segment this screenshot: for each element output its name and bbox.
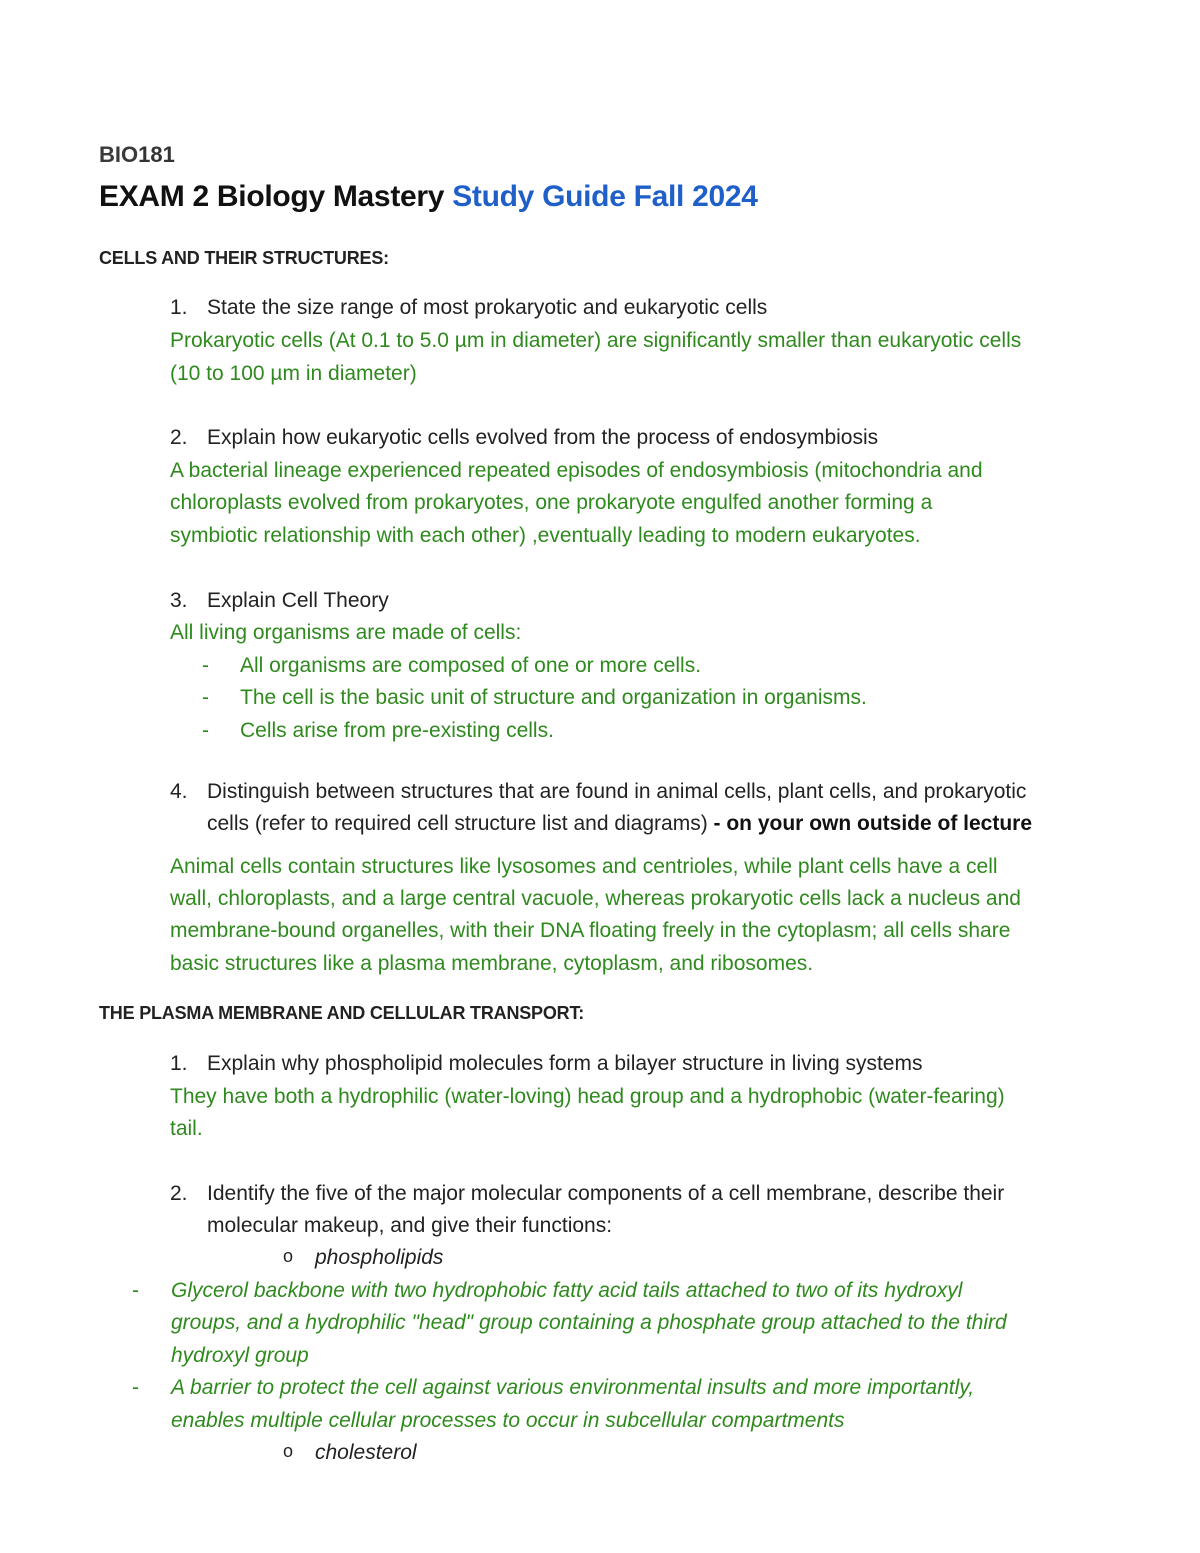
- answer-line: wall, chloroplasts, and a large central vacuole, whereas prokaryotic cells lack a nucleus and: [170, 887, 1021, 910]
- dash-bullet: -: [132, 1279, 139, 1302]
- question-number: 1.: [170, 1052, 188, 1075]
- list-item-text: All organisms are composed of one or more cells.: [240, 654, 702, 677]
- answer-line: tail.: [170, 1117, 203, 1140]
- question-number: 2.: [170, 1182, 188, 1205]
- course-code: [99, 142, 175, 168]
- dash-bullet: -: [202, 654, 209, 677]
- answer-line: membrane-bound organelles, with their DNA floating freely in the cytoplasm; all cells share: [170, 919, 1011, 942]
- page-title: [99, 180, 758, 214]
- title-accent: Study Guide Fall 2024: [452, 180, 758, 213]
- section-heading-cells: CELLS AND THEIR STRUCTURES:: [99, 248, 389, 268]
- section-heading-membrane: THE PLASMA MEMBRANE AND CELLULAR TRANSPORT:: [99, 1003, 585, 1023]
- question-text-continued: [207, 812, 1032, 836]
- answer-line: chloroplasts evolved from prokaryotes, one prokaryote engulfed another forming a: [170, 491, 933, 514]
- list-item-continued: enables multiple cellular processes to occur in subcellular compartments: [171, 1409, 845, 1432]
- title-main: EXAM 2 Biology Mastery: [99, 180, 453, 213]
- list-item-text: A barrier to protect the cell against various environmental insults and more importantly,: [171, 1376, 975, 1399]
- question-text: cells (refer to required cell structure list and diagrams): [207, 812, 714, 835]
- question-text: Explain how eukaryotic cells evolved from the process of endosymbiosis: [207, 426, 879, 449]
- course-code-prefix: BIO: [99, 142, 139, 167]
- question-number: 2.: [170, 426, 188, 449]
- question-text: Explain why phospholipid molecules form a bilayer structure in living systems: [207, 1052, 923, 1075]
- answer-line: All living organisms are made of cells:: [170, 621, 522, 644]
- question-text-continued: molecular makeup, and give their functions:: [207, 1214, 613, 1237]
- sub-item-text: phospholipids: [315, 1246, 444, 1269]
- list-item-text: The cell is the basic unit of structure and organization in organisms.: [240, 686, 867, 709]
- circle-bullet-icon: o: [283, 1246, 294, 1266]
- answer-line: symbiotic relationship with each other) ,eventually leading to modern eukaryotes.: [170, 524, 921, 547]
- answer-line: They have both a hydrophilic (water-loving) head group and a hydrophobic (water-fearing): [170, 1085, 1005, 1108]
- question-emphasis: - on your own outside of lecture: [713, 812, 1033, 835]
- question-number: 4.: [170, 780, 188, 803]
- question-text: Explain Cell Theory: [207, 589, 389, 612]
- dash-bullet: -: [202, 719, 209, 742]
- answer-line: Prokaryotic cells (At 0.1 to 5.0 µm in diameter) are significantly smaller than eukaryotic cells: [170, 329, 1022, 352]
- course-code-number: 181: [138, 142, 175, 167]
- circle-bullet-icon: o: [283, 1441, 294, 1461]
- question-text: State the size range of most prokaryotic and eukaryotic cells: [207, 296, 768, 319]
- dash-bullet: -: [132, 1376, 139, 1399]
- answer-line: A bacterial lineage experienced repeated episodes of endosymbiosis (mitochondria and: [170, 459, 983, 482]
- list-item-text: Glycerol backbone with two hydrophobic fatty acid tails attached to two of its hydroxyl: [171, 1279, 963, 1302]
- question-number: 3.: [170, 589, 188, 612]
- list-item-continued: hydroxyl group: [171, 1344, 309, 1367]
- answer-line: basic structures like a plasma membrane, cytoplasm, and ribosomes.: [170, 952, 814, 975]
- list-item-continued: groups, and a hydrophilic "head" group containing a phosphate group attached to the third: [171, 1311, 1007, 1334]
- dash-bullet: -: [202, 686, 209, 709]
- answer-line: (10 to 100 µm in diameter): [170, 362, 417, 385]
- answer-line: Animal cells contain structures like lysosomes and centrioles, while plant cells have a cell: [170, 855, 998, 878]
- question-number: 1.: [170, 296, 188, 319]
- list-item-text: Cells arise from pre-existing cells.: [240, 719, 554, 742]
- question-text: Distinguish between structures that are found in animal cells, plant cells, and prokaryotic: [207, 780, 1027, 803]
- question-text: Identify the five of the major molecular components of a cell membrane, describe their: [207, 1182, 1005, 1205]
- sub-item-text: cholesterol: [315, 1441, 417, 1464]
